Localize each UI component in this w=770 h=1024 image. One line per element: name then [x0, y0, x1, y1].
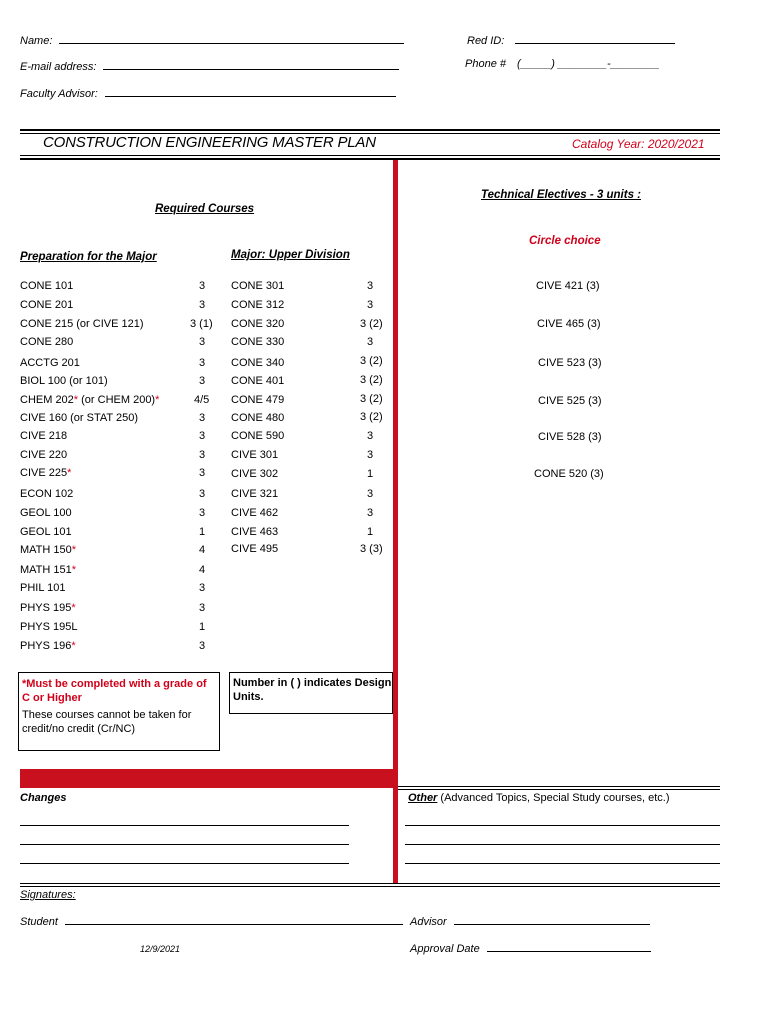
upper-units-3: 3 (2) [360, 318, 383, 330]
prep-course-13: GEOL 100 [20, 507, 72, 519]
upper-units-5: 3 (2) [360, 355, 383, 367]
upper-course-11: CIVE 302 [231, 468, 279, 480]
elective-1[interactable]: CIVE 421 (3) [536, 280, 600, 292]
advisor-signature-label: Advisor [410, 916, 447, 928]
upper-units-8: 3 (2) [360, 411, 383, 423]
grade-note-line2: C or Higher [22, 692, 82, 704]
upper-units-15: 3 (3) [360, 543, 383, 555]
prep-course-8: CIVE 160 (or STAT 250) [20, 412, 138, 424]
prep-course-2: CONE 201 [20, 299, 74, 311]
upper-course-1: CONE 301 [231, 280, 285, 292]
prep-course-14: GEOL 101 [20, 526, 72, 538]
upper-units-9: 3 [367, 430, 374, 442]
advisor-label: Faculty Advisor: [20, 88, 98, 100]
other-line-2[interactable] [405, 844, 720, 845]
other-line-3[interactable] [405, 863, 720, 864]
advisor-line [105, 96, 396, 97]
prep-units-19: 1 [199, 621, 206, 633]
upper-course-3: CONE 320 [231, 318, 285, 330]
tech-electives-heading: Technical Electives - 3 units : [481, 189, 641, 201]
signature-rule-2 [20, 886, 720, 887]
prep-course-7: CHEM 202* (or CHEM 200)* [20, 394, 160, 406]
student-signature-field[interactable] [20, 916, 403, 928]
prep-units-18: 3 [199, 602, 206, 614]
signature-rule-1 [20, 883, 720, 884]
upper-course-6: CONE 401 [231, 375, 285, 387]
phone-label: Phone # [465, 58, 506, 70]
elective-6[interactable]: CONE 520 (3) [534, 468, 604, 480]
student-signature-line [65, 924, 403, 925]
prep-course-20: PHYS 196* [20, 640, 76, 652]
prep-units-10: 3 [199, 449, 206, 461]
upper-units-1: 3 [367, 280, 374, 292]
prep-course-1: CONE 101 [20, 280, 74, 292]
design-note-line1: Number in ( ) indicates Design [233, 677, 392, 689]
email-line [103, 69, 399, 70]
upper-course-9: CONE 590 [231, 430, 285, 442]
prep-course-4: CONE 280 [20, 336, 74, 348]
circle-choice: Circle choice [529, 235, 601, 247]
upper-heading: Major: Upper Division [231, 249, 350, 261]
catalog-year: Catalog Year: 2020/2021 [572, 137, 705, 151]
changes-line-2[interactable] [20, 844, 349, 845]
prep-units-6: 3 [199, 375, 206, 387]
email-label: E-mail address: [20, 61, 97, 73]
prep-units-14: 1 [199, 526, 206, 538]
phone-template: (_____) ________-________ [517, 58, 660, 70]
other-rule-2 [398, 789, 720, 790]
prep-units-13: 3 [199, 507, 206, 519]
title-rule-top-1 [20, 129, 720, 131]
title-rule-bottom-2 [20, 158, 720, 160]
required-courses-heading: Required Courses [155, 203, 255, 215]
prep-course-19: PHYS 195L [20, 621, 78, 633]
approval-date-field[interactable] [410, 943, 651, 955]
upper-course-8: CONE 480 [231, 412, 285, 424]
prep-heading: Preparation for the Major [20, 251, 157, 263]
other-rule-1 [398, 786, 720, 787]
changes-label: Changes [20, 792, 67, 804]
upper-course-2: CONE 312 [231, 299, 285, 311]
prep-units-8: 3 [199, 412, 206, 424]
prep-units-9: 3 [199, 430, 206, 442]
other-line-1[interactable] [405, 825, 720, 826]
advisor-signature-line [454, 924, 650, 925]
prep-course-3: CONE 215 (or CIVE 121) [20, 318, 144, 330]
signature-date: 12/9/2021 [140, 944, 181, 954]
upper-course-7: CONE 479 [231, 394, 285, 406]
redid-label: Red ID: [467, 35, 505, 47]
prep-course-16: MATH 151* [20, 564, 77, 576]
redid-field[interactable] [467, 35, 675, 47]
upper-units-7: 3 (2) [360, 393, 383, 405]
prep-course-5: ACCTG 201 [20, 357, 80, 369]
prep-course-18: PHYS 195* [20, 602, 76, 614]
elective-2[interactable]: CIVE 465 (3) [537, 318, 601, 330]
upper-units-6: 3 (2) [360, 374, 383, 386]
prep-units-17: 3 [199, 582, 206, 594]
design-note-box [229, 672, 393, 714]
name-label: Name: [20, 35, 53, 47]
elective-4[interactable]: CIVE 525 (3) [538, 395, 602, 407]
upper-units-12: 3 [367, 488, 374, 500]
prep-units-5: 3 [199, 357, 206, 369]
page-title: CONSTRUCTION ENGINEERING MASTER PLAN [43, 134, 376, 151]
prep-course-12: ECON 102 [20, 488, 74, 500]
upper-units-14: 1 [367, 526, 374, 538]
crnc-note-line1: These courses cannot be taken for [22, 709, 192, 721]
name-line [59, 43, 404, 44]
upper-course-10: CIVE 301 [231, 449, 279, 461]
email-field[interactable] [20, 61, 399, 73]
prep-units-1: 3 [199, 280, 206, 292]
prep-course-11: CIVE 225* [20, 467, 72, 479]
approval-date-line [487, 951, 651, 952]
prep-units-2: 3 [199, 299, 206, 311]
upper-course-5: CONE 340 [231, 357, 285, 369]
upper-units-10: 3 [367, 449, 374, 461]
other-label: Other [408, 792, 438, 804]
upper-units-13: 3 [367, 507, 374, 519]
other-field-label [408, 792, 669, 804]
title-rule-bottom-1 [20, 155, 720, 156]
prep-units-20: 3 [199, 640, 206, 652]
prep-course-6: BIOL 100 (or 101) [20, 375, 108, 387]
signatures-label: Signatures: [20, 889, 76, 901]
upper-units-4: 3 [367, 336, 374, 348]
design-note-line2: Units. [233, 691, 264, 703]
prep-units-4: 3 [199, 336, 206, 348]
prep-units-11: 3 [199, 467, 206, 479]
elective-3[interactable]: CIVE 523 (3) [538, 357, 602, 369]
approval-date-label: Approval Date [410, 943, 480, 955]
prep-units-3: 3 (1) [190, 318, 213, 330]
prep-units-12: 3 [199, 488, 206, 500]
grade-note-line1: *Must be completed with a grade of [22, 678, 207, 690]
other-desc: (Advanced Topics, Special Study courses, etc.) [437, 792, 670, 804]
prep-course-15: MATH 150* [20, 544, 77, 556]
upper-course-15: CIVE 495 [231, 543, 279, 555]
phone-field[interactable] [465, 58, 660, 70]
upper-units-11: 1 [367, 468, 374, 480]
prep-units-16: 4 [199, 564, 206, 576]
prep-units-7: 4/5 [194, 394, 210, 406]
changes-header-bar [20, 769, 394, 788]
changes-line-3[interactable] [20, 863, 349, 864]
redid-line [515, 43, 675, 44]
prep-units-15: 4 [199, 544, 206, 556]
name-field[interactable] [20, 35, 404, 47]
grade-note-box [18, 672, 220, 751]
changes-line-1[interactable] [20, 825, 349, 826]
prep-course-10: CIVE 220 [20, 449, 68, 461]
prep-course-9: CIVE 218 [20, 430, 68, 442]
elective-5[interactable]: CIVE 528 (3) [538, 431, 602, 443]
crnc-note-line2: credit/no credit (Cr/NC) [22, 723, 136, 735]
prep-course-17: PHIL 101 [20, 582, 66, 594]
student-label: Student [20, 916, 58, 928]
upper-course-12: CIVE 321 [231, 488, 279, 500]
upper-course-4: CONE 330 [231, 336, 285, 348]
upper-course-14: CIVE 463 [231, 526, 279, 538]
upper-course-13: CIVE 462 [231, 507, 279, 519]
advisor-field[interactable] [20, 88, 396, 100]
advisor-signature-field[interactable] [410, 916, 650, 928]
upper-units-2: 3 [367, 299, 374, 311]
